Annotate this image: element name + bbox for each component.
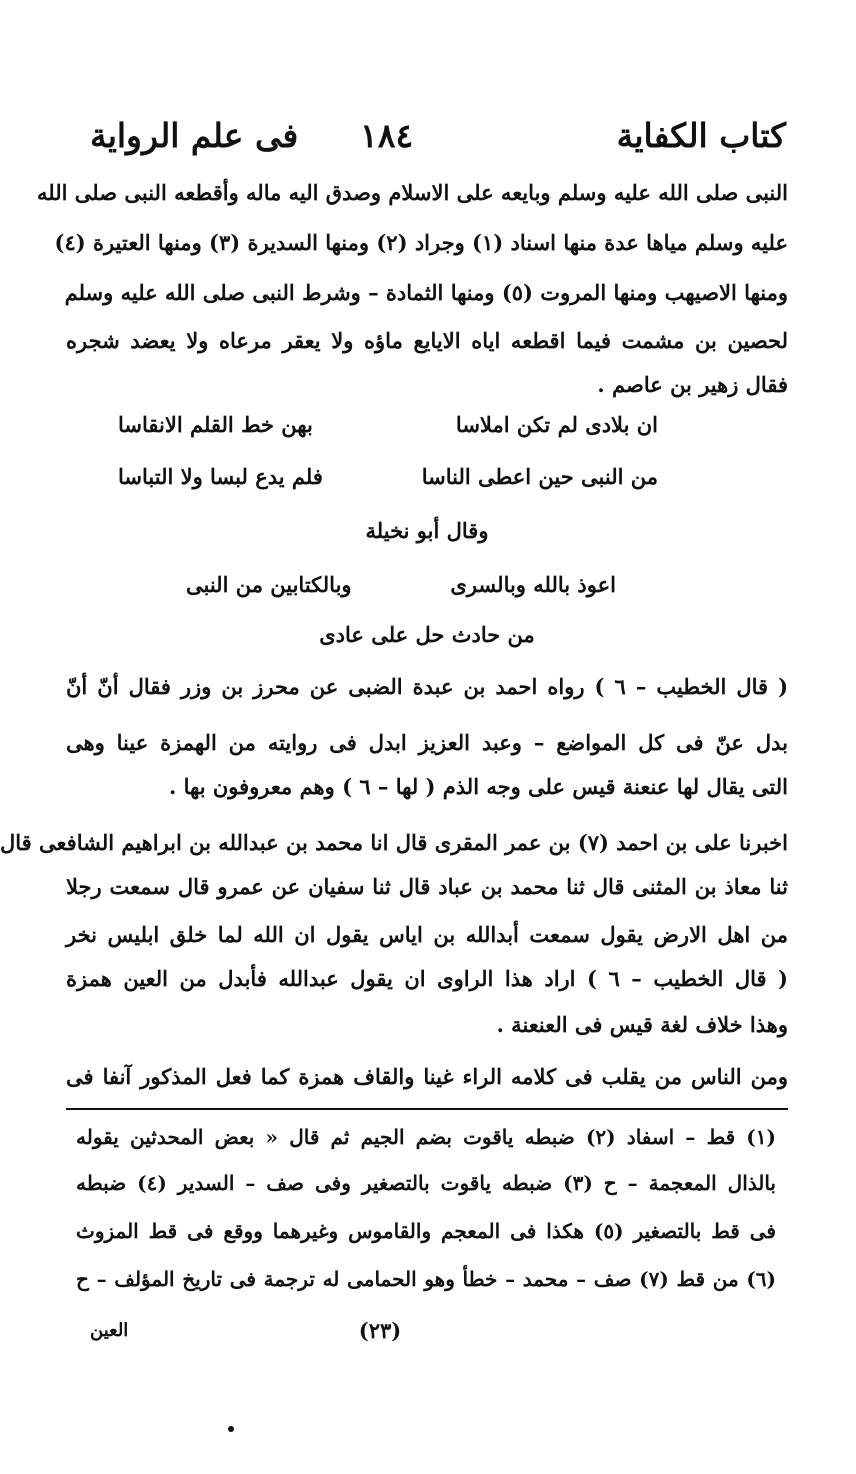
footnote-rule	[66, 1108, 788, 1110]
book-subtitle: فى علم الرواية	[90, 116, 299, 155]
footnote-line: (١) قط – اسفاد (٢) ضبطه ياقوت بضم الجيم ثم قال « بعض المحدثين يقوله	[76, 1125, 776, 1149]
poem-hemistich-left: بهن خط القلم الانقاسا	[118, 412, 313, 437]
body-line: ( قال الخطيب – ٦ ) رواه احمد بن عبدة الضبى عن محرز بن وزر فقال أنّ أنّ	[66, 674, 789, 699]
running-header	[90, 116, 786, 166]
body-line: ( قال الخطيب – ٦ ) اراد هذا الراوى ان يقول عبدالله فأبدل من العين همزة	[66, 966, 788, 991]
footnote-line: فى قط بالتصغير (٥) هكذا فى المعجم والقاموس وغيرهما ووقع فى قط المزوث	[76, 1219, 776, 1243]
body-line: من اهل الارض يقول سمعت أبدالله بن اياس يقول ان الله لما خلق ابليس نخر	[66, 922, 788, 947]
book-title: كتاب الكفاية	[616, 116, 786, 155]
poem-hemistich-right: اعوذ بالله وبالسرى	[450, 572, 616, 597]
body-line: عليه وسلم مياها عدة منها اسناد (١) وجراد (٢) ومنها السديرة (٣) ومنها العتيرة (٤)	[54, 230, 788, 255]
body-line: لحصين بن مشمت فيما اقطعه اياه الايايع ماؤه ولا يعقر مرعاه ولا يعضد شجره	[66, 328, 788, 353]
footnote-line: (٦) من قط (٧) صف – محمد – خطأ وهو الحمامى له ترجمة فى تاريخ المؤلف – ح	[76, 1267, 777, 1291]
poem-hemistich-left: وبالكتابين من النبى	[186, 572, 352, 597]
body-line: بدل عنّ فى كل المواضع – وعبد العزيز ابدل فى روايته من الهمزة عينا وهى	[66, 730, 788, 755]
poet-attribution: وقال أبو نخيلة	[365, 518, 489, 543]
poem-line: من حادث حل على عادى	[319, 622, 535, 647]
ink-dot	[228, 1426, 234, 1432]
body-line: فقال زهير بن عاصم .	[597, 372, 788, 397]
poem-hemistich-right: من النبى حين اعطى الناسا	[421, 464, 658, 489]
body-line: التى يقال لها عنعنة قيس على وجه الذم ( لها – ٦ ) وهم معروفون بها .	[169, 774, 788, 799]
body-line: ومن الناس من يقلب فى كلامه الراء غينا والقاف همزة كما فعل المذكور آنفا فى	[66, 1064, 788, 1089]
catchword: العين	[90, 1320, 129, 1341]
body-line: اخبرنا على بن احمد (٧) بن عمر المقرى قال انا محمد بن عبدالله بن ابراهيم الشافعى قال	[0, 830, 788, 855]
poem-hemistich-right: ان بلادى لم تكن املاسا	[455, 412, 658, 437]
signature-mark: (٢٣)	[358, 1318, 402, 1343]
body-line: النبى صلى الله عليه وسلم وبايعه على الاسلام وصدق اليه ماله وأقطعه النبى صلى الله	[37, 180, 788, 205]
footnote-line: بالذال المعجمة – ح (٣) ضبطه ياقوت بالتصغير وفى صف – السدير (٤) ضبطه	[76, 1171, 776, 1195]
body-line: وهذا خلاف لغة قيس فى العنعنة .	[496, 1012, 788, 1037]
body-line: ثنا معاذ بن المثنى قال ثنا محمد بن عباد قال ثنا سفيان عن عمرو قال سمعت رجلا	[66, 874, 788, 899]
body-line: ومنها الاصيهب ومنها المروت (٥) ومنها الثمادة – وشرط النبى صلى الله عليه وسلم	[64, 280, 788, 305]
page-number: ١٨٤	[360, 116, 414, 155]
poem-hemistich-left: فلم يدع لبسا ولا التباسا	[118, 464, 323, 489]
